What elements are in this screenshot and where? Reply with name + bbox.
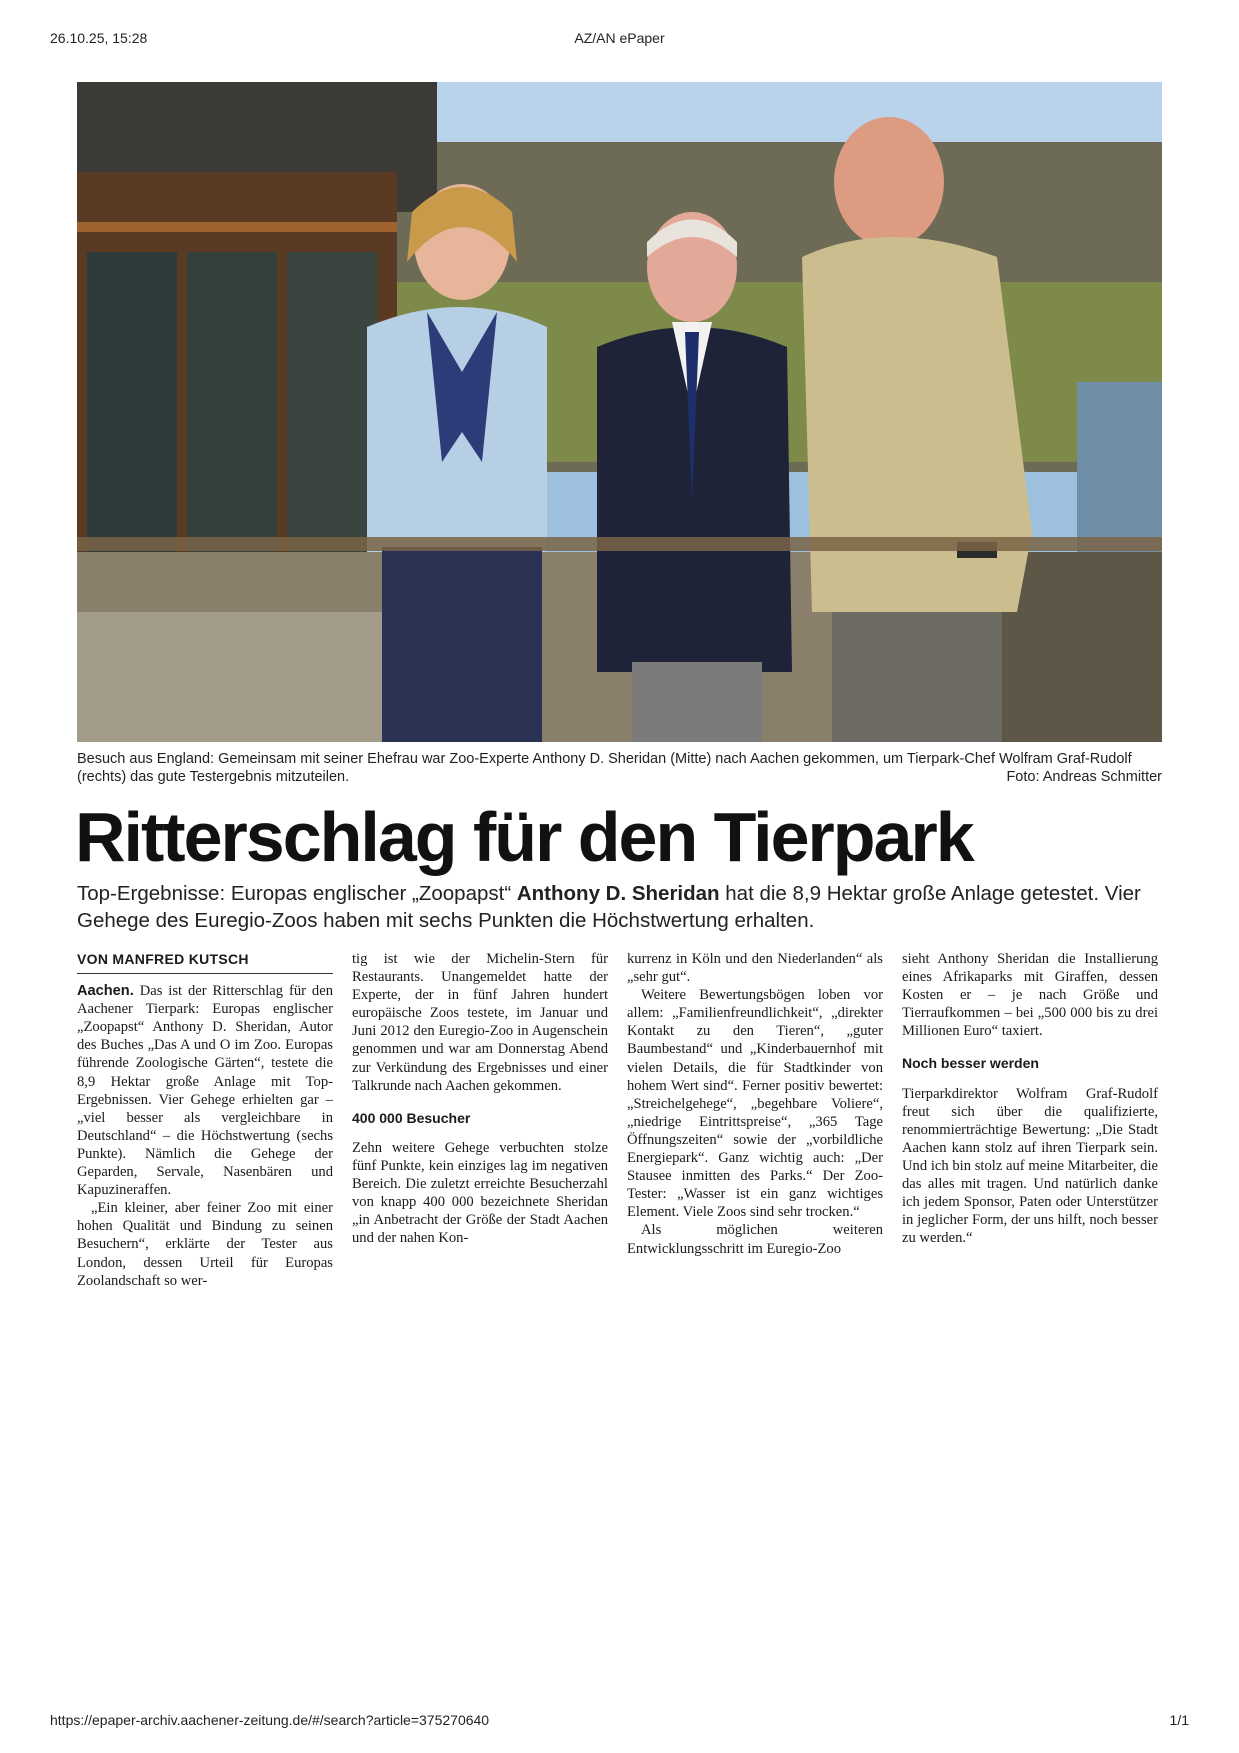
column-2 <box>352 950 608 1247</box>
paragraph-text: Das ist der Ritterschlag für den Aachener Tierpark: Europas englischer „Zoopapst“ Anthony D. Sheridan, Autor des Buches „Das A und O im Zoo. Europas führende Zoologische Gärten“, testete die 8,9 Hektar große Anlage mit Top-Ergebnissen. Vier Gehege erhielten gar – „viel besser als vergleichbare in Deutschland“ – die Höchstwertung (sechs Punkte). Nämlich die Gehege der Geparden, Servale, Nasenbären und Kapuzineraffen. <box>77 983 333 1199</box>
print-date: 26.10.25, 15:28 <box>50 30 148 46</box>
section-subtitle: 400 000 Besucher <box>352 1109 471 1126</box>
subhead-intro: Top-Ergebnisse: Europas englischer „Zoopapst“ <box>77 882 517 905</box>
page-number: 1/1 <box>1169 1712 1189 1728</box>
photo-illustration <box>77 82 1162 742</box>
paragraph <box>77 982 333 1199</box>
print-title: AZ/AN ePaper <box>574 30 665 46</box>
paragraph: „Ein kleiner, aber feiner Zoo mit einer hohen Qualität und Bindung zu seinen Besuchern“, erklärte der Tester aus London, dessen Urteil für Europas Zoolandschaft so wer- <box>77 1200 333 1289</box>
column-3 <box>627 950 883 1258</box>
subhead-name: Anthony D. Sheridan <box>516 882 720 905</box>
article-subhead <box>77 880 1167 934</box>
paragraph: tig ist wie der Michelin-Stern für Restaurants. Unangemeldet hatte der Experte, der in fünf Jahren hundert europäische Zoos testete, im Januar und Juni 2012 den Euregio-Zoo in Augenschein genommen und war am Donnerstag Abend zur Verkündung des Ergebnisses und einer Talkrunde nach Aachen gekommen. <box>352 951 608 1094</box>
column-4 <box>902 950 1158 1247</box>
print-url: https://epaper-archiv.aachener-zeitung.de/#/search?article=375270640 <box>50 1712 490 1728</box>
column-1 <box>77 950 333 1290</box>
dateline: Aachen. <box>77 983 134 1000</box>
print-header <box>50 30 1189 50</box>
article-body <box>77 950 1162 1330</box>
photo-credit: Foto: Andreas Schmitter <box>1006 769 1162 785</box>
print-footer <box>50 1712 1189 1732</box>
paragraph: Tierparkdirektor Wolfram Graf-Rudolf freut sich über die qualifizierte, renommierträchtige Bewertung: „Die Stadt Aachen kann stolz auf ihren Tierpark sein. Und ich bin stolz auf meine Mitarbeiter, die das alles mit tragen. Und natürlich danke ich jedem Sponsor, Paten oder Unterstützer in jeglicher Form, der uns hilft, noch besser zu werden.“ <box>902 1085 1158 1247</box>
byline: VON MANFRED KUTSCH <box>77 950 333 974</box>
caption-text: Besuch aus England: Gemeinsam mit seiner Ehefrau war Zoo-Experte Anthony D. Sheridan (Mitte) nach Aachen gekommen, um Tierpark-Chef Wolfram Graf-Rudolf (rechts) das gute Testergebnis mitzuteilen. <box>77 751 1132 785</box>
paragraph: Weitere Bewertungsbögen loben vor allem: „Familienfreundlichkeit“, „direkter Kontakt zu den Tieren“, „guter Baumbestand“ und „Kinderbauernhof mit vielen Details, die für Stadtkinder von hohem Wert sind“. Ferner positiv bewertet: „Streichelgehege“, „begehbare Voliere“, „niedrige Eintrittspreise“, „365 Tage Öffnungszeiten“ sowie der „vorbildliche Energiepark“. Ganz wichtig auch: „Der Stausee inmitten des Parks.“ Der Zoo-Tester: „Wasser ist ein ganz wichtiges Element. Viele Zoos sind sehr trocken.“ <box>627 987 883 1221</box>
paragraph: sieht Anthony Sheridan die Installierung eines Afrikaparks mit Giraffen, dessen Kosten er – je nach Größe und Tierraufkommen – bei „500 000 bis zu drei Millionen Euro“ taxiert. <box>902 951 1158 1040</box>
paragraph: kurrenz in Köln und den Niederlanden“ als „sehr gut“. <box>627 951 883 986</box>
paragraph: Als möglichen weiteren Entwicklungsschritt im Euregio-Zoo <box>627 1222 883 1257</box>
article-headline: Ritterschlag für den Tierpark <box>75 798 973 876</box>
paragraph: Zehn weitere Gehege verbuchten stolze fünf Punkte, kein einziges lag im negativen Bereich. Die zuletzt erreichte Besucherzahl von knapp 400 000 bezeichnete Sheridan „in Anbetracht der Größe der Stadt Aachen und der nahen Kon- <box>352 1139 608 1247</box>
section-subtitle: Noch besser werden <box>902 1055 1039 1072</box>
subhead-rest: hat die 8,9 Hektar große Anlage getestet. Vier Gehege des Euregio-Zoos haben mit sechs Punkten die Höchstwertung erhalten. <box>77 882 1141 932</box>
photo-caption <box>77 750 1162 786</box>
article-photo <box>77 82 1162 742</box>
